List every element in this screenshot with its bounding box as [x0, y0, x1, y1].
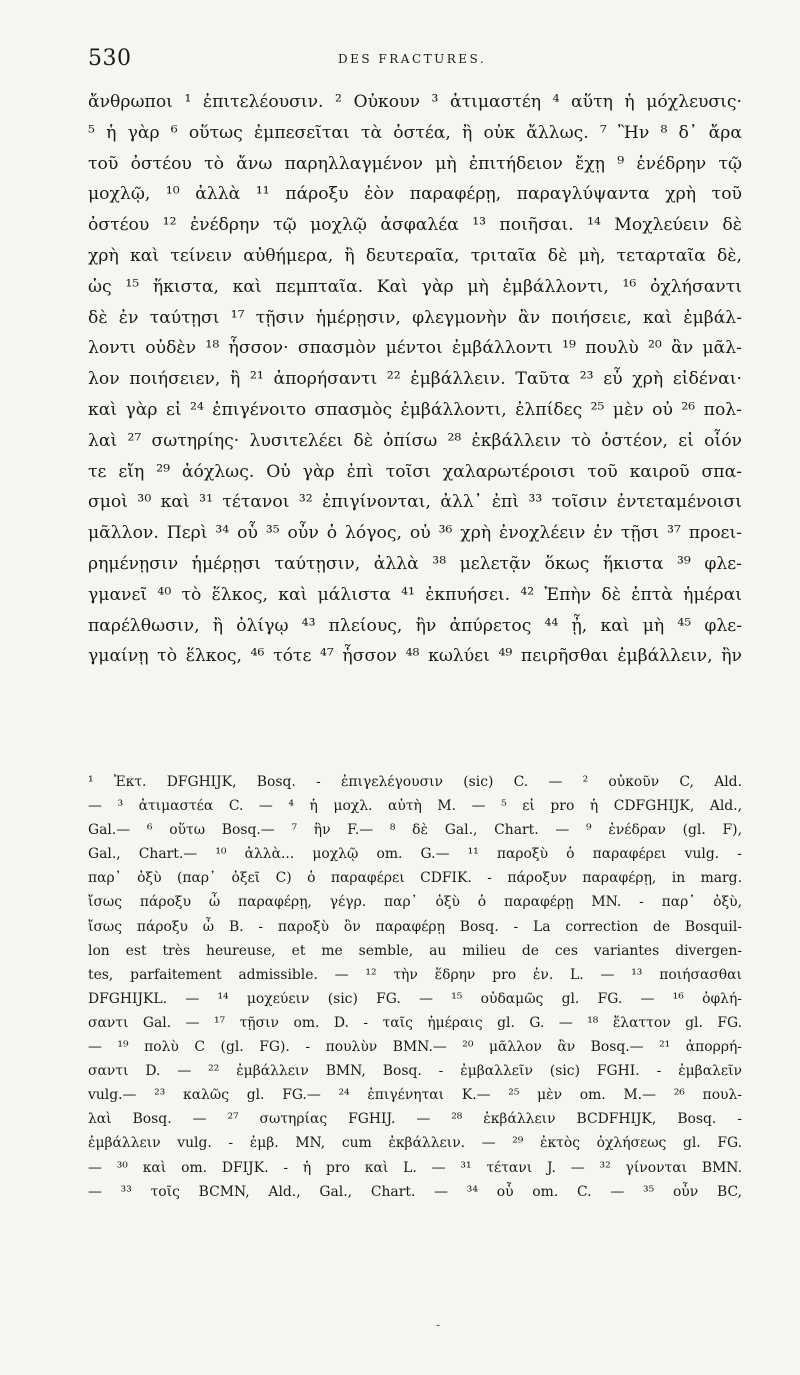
footnote-line: DFGHIJKL. — ¹⁴ μοχεύειν (sic) FG. — ¹⁵ οὐδαμῶς gl. FG. — ¹⁶ ὀφλή-: [88, 990, 742, 1007]
footnote-line: — ³³ τοῖς BCMN, Ald., Gal., Chart. — ³⁴ οὗ om. C. — ³⁵ οὖν BC,: [88, 1183, 742, 1200]
page-header: [88, 44, 748, 78]
text-line: τοῦ ὀστέου τὸ ἄνω παρηλλαγμένον μὴ ἐπιτήδειον ἔχῃ ⁹ ἐνέδρην τῷ: [88, 153, 742, 174]
page-number: 530: [88, 46, 132, 71]
text-line: τε εἴη ²⁹ ἀόχλως. Οὐ γὰρ ἐπὶ τοῖσι χαλαρωτέροισι τοῦ καιροῦ σπα-: [88, 461, 742, 482]
footnote-line: σαντι Gal. — ¹⁷ τῇσιν om. D. - ταῖς ἡμέραις gl. G. — ¹⁸ ἔλαττον gl. FG.: [88, 1014, 742, 1031]
footnote-line: lon est très heureuse, et me semble, au milieu de ces variantes divergen-: [88, 942, 742, 959]
text-line: ρημένῃσιν ἡμέρῃσι ταύτῃσιν, ἀλλὰ ³⁸ μελετᾷν ὅκως ἥκιστα ³⁹ φλε-: [88, 553, 742, 574]
text-line: παρέλθωσιν, ἢ ὀλίγῳ ⁴³ πλείους, ἢν ἀπύρετος ⁴⁴ ᾖ, καὶ μὴ ⁴⁵ φλε-: [88, 615, 742, 636]
text-line: λαὶ ²⁷ σωτηρίης· λυσιτελέει δὲ ὀπίσω ²⁸ ἐκβάλλειν τὸ ὀστέον, εἰ οἷόν: [88, 430, 742, 451]
footnote-line: — ³⁰ καὶ om. DFIJK. - ἡ pro καὶ L. — ³¹ τέτανι J. — ³² γίνονται BMN.: [88, 1159, 742, 1176]
text-line: ὡς ¹⁵ ἥκιστα, καὶ πεμπταῖα. Καὶ γὰρ μὴ ἐμβάλλοντι, ¹⁶ ὀχλήσαντι: [88, 276, 742, 297]
footnote-line: — ¹⁹ πολὺ C (gl. FG). - πουλὺν BMN.— ²⁰ μᾶλλον ἂν Bosq.— ²¹ ἀπορρή-: [88, 1039, 742, 1056]
running-title: DES FRACTURES.: [338, 52, 487, 66]
text-line: δὲ ἐν ταύτῃσι ¹⁷ τῇσιν ἡμέρῃσιν, φλεγμονὴν ἂν ποιήσειε, καὶ ἐμβάλ-: [88, 307, 742, 328]
footnote-line: vulg.— ²³ καλῶς gl. FG.— ²⁴ ἐπιγένηται K.— ²⁵ μὲν om. M.— ²⁶ πουλ-: [88, 1087, 742, 1104]
text-line: λον ποιήσειεν, ἢ ²¹ ἀπορήσαντι ²² ἐμβάλλειν. Ταῦτα ²³ εὖ χρὴ εἰδέναι·: [88, 369, 742, 390]
footnote-line: — ³ ἀτιμαστέα C. — ⁴ ἡ μοχλ. αὐτὴ M. — ⁵ εἰ pro ἡ CDFGHIJK, Ald.,: [88, 798, 742, 815]
footnote-line: ¹ Ἐκτ. DFGHIJK, Bosq. - ἐπιγελέγουσιν (sic) C. — ² οὐκοῦν C, Ald.: [88, 774, 742, 790]
text-line: ἄνθρωποι ¹ ἐπιτελέουσιν. ² Οὐκουν ³ ἀτιμαστέη ⁴ αὕτη ἡ μόχλευσις·: [88, 92, 742, 112]
footnote-line: Gal., Chart.— ¹⁰ ἀλλὰ... μοχλῷ om. G.— ¹¹ παροξὺ ὁ παραφέρει vulg. -: [88, 846, 742, 863]
text-line: ὀστέου ¹² ἐνέδρην τῷ μοχλῷ ἀσφαλέα ¹³ ποιῆσαι. ¹⁴ Μοχλεύειν δὲ: [88, 215, 742, 236]
text-line: σμοὶ ³⁰ καὶ ³¹ τέτανοι ³² ἐπιγίνονται, ἀλλ᾽ ἐπὶ ³³ τοῖσιν ἐντεταμένοισι: [88, 492, 742, 513]
footnote-line: tes, parfaitement admissible. — ¹² τὴν ἕδρην pro ἐν. L. — ¹³ ποιήσασθαι: [88, 966, 742, 983]
text-line: ⁵ ἡ γὰρ ⁶ οὕτως ἐμπεσεῖται τὰ ὀστέα, ἢ οὐκ ἄλλως. ⁷ Ἢν ⁸ δ᾽ ἄρα: [88, 122, 742, 143]
page-foot-mark: -: [436, 1318, 441, 1332]
footnote-line: ἐμβάλλειν vulg. - ἐμβ. MN, cum ἐκβάλλειν. — ²⁹ ἐκτὸς ὀχλήσεως gl. FG.: [88, 1135, 742, 1152]
text-line: μοχλῷ, ¹⁰ ἀλλὰ ¹¹ πάροξυ ἐὸν παραφέρῃ, παραγλύψαντα χρὴ τοῦ: [88, 184, 742, 205]
text-line: γμαίνῃ τὸ ἕλκος, ⁴⁶ τότε ⁴⁷ ἧσσον ⁴⁸ κωλύει ⁴⁹ πειρῆσθαι ἐμβάλλειν, ἢν: [88, 646, 742, 667]
text-line: λοντι οὐδὲν ¹⁸ ἧσσον· σπασμὸν μέντοι ἐμβάλλοντι ¹⁹ πουλὺ ²⁰ ἂν μᾶλ-: [88, 338, 742, 359]
text-line: μᾶλλον. Περὶ ³⁴ οὗ ³⁵ οὖν ὁ λόγος, οὐ ³⁶ χρὴ ἐνοχλέειν ἐν τῇσι ³⁷ προει-: [88, 523, 742, 544]
text-line: χρὴ καὶ τείνειν αὐθήμερα, ἢ δευτεραῖα, τριταῖα δὲ μὴ, τεταρταῖα δὲ,: [88, 245, 742, 266]
footnote-line: λαὶ Bosq. — ²⁷ σωτηρίας FGHIJ. — ²⁸ ἐκβάλλειν BCDFHIJK, Bosq. -: [88, 1111, 742, 1128]
footnote-line: ἴσως πάροξυ ὦ παραφέρῃ, γέγρ. παρ᾽ ὀξὺ ὁ παραφέρῃ MN. - παρ᾽ ὀξὺ,: [88, 894, 742, 911]
main-text-block: [88, 87, 742, 672]
footnote-line: σαντι D. — ²² ἐμβάλλειν BMN, Bosq. - ἐμβαλλεῖν (sic) FGHI. - ἐμβαλεῖν: [88, 1063, 742, 1080]
footnote-line: ἴσως πάροξυ ὦ B. - παροξὺ ὂν παραφέρῃ Bosq. - La correction de Bosquil-: [88, 918, 742, 935]
footnote-line: Gal.— ⁶ οὕτω Bosq.— ⁷ ἣν F.— ⁸ δὲ Gal., Chart. — ⁹ ἐνέδραν (gl. F),: [88, 822, 742, 839]
text-line: γμανεῖ ⁴⁰ τὸ ἕλκος, καὶ μάλιστα ⁴¹ ἐκπυήσει. ⁴² Ἐπὴν δὲ ἑπτὰ ἡμέραι: [88, 584, 742, 605]
footnotes-block: [88, 770, 742, 1204]
text-line: καὶ γὰρ εἰ ²⁴ ἐπιγένοιτο σπασμὸς ἐμβάλλοντι, ἐλπίδες ²⁵ μὲν οὐ ²⁶ πολ-: [88, 399, 742, 420]
footnote-line: παρ᾽ ὀξὺ (παρ᾽ ὀξεῖ C) ὁ παραφέρει CDFIK. - πάροξυν παραφέρῃ, in marg.: [88, 870, 742, 887]
